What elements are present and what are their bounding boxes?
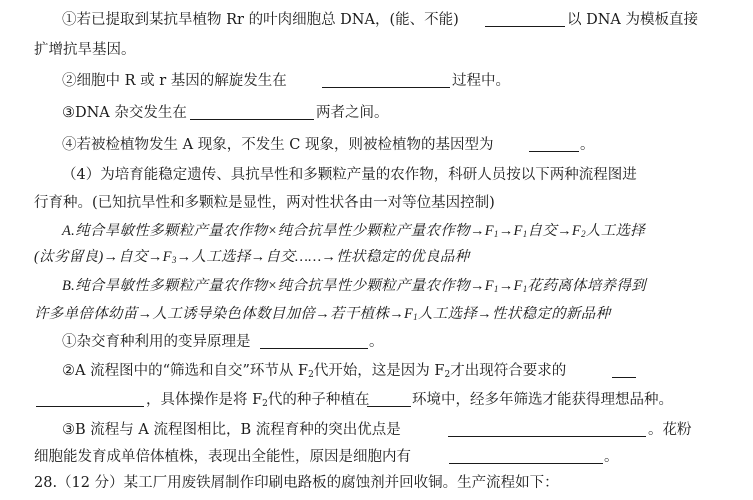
q2-answer-blank[interactable] (322, 72, 450, 88)
line-sub3: ③B 流程与 A 流程图相比，B 流程育种的突出优点是 。花粉 (0, 419, 753, 441)
line-q4: ④若被检植物发生 A 现象，不发生 C 现象，则被检植物的基因型为 。 (0, 134, 753, 156)
flow-b-line2: 许多单倍体幼苗→人工诱导染色体数目加倍→若干植株$\to F_1$人工选择→性状稳定的新品种 (34, 306, 611, 322)
line-sub3-cont: 细胞能发育成单倍体植株，表现出全能性，原因是细胞内有 。 (34, 449, 619, 465)
line-q1 (0, 9, 753, 31)
flow-a-line1: A.纯合旱敏性多颗粒产量农作物×纯合抗旱性少颗粒产量农作物$\to F_1\to F_1$自交$\to F_2$人工选择 (62, 223, 646, 239)
line-sub2 (0, 360, 753, 382)
line-q1-cont: 扩增抗旱基因。 (34, 42, 136, 58)
line-section4-cont: 行育种。(已知抗旱性和多颗粒是显性，两对性状各由一对等位基因控制) (34, 195, 495, 211)
q3-text: ③DNA 杂交发生在 (62, 105, 187, 121)
line-section4 (0, 164, 753, 186)
sub2-answer-blank-b[interactable] (367, 391, 411, 407)
line-q3: ③DNA 杂交发生在 两者之间。 (0, 102, 753, 124)
q4-text: ④若被检植物发生 A 现象，不发生 C 现象，则被检植物的基因型为 (62, 137, 494, 153)
sub1-answer-blank[interactable] (260, 333, 368, 349)
flow-b-line1: B.纯合旱敏性多颗粒产量农作物×纯合抗旱性少颗粒产量农作物$\to F_1\to F_1$花药离体培养得到 (62, 278, 646, 294)
q1-text: ①若已提取到某抗旱植物 Rr 的叶肉细胞总 DNA，(能、不能) (62, 12, 459, 28)
q2-text: ②细胞中 R 或 r 基因的解旋发生在 (62, 73, 287, 89)
question-28-stem: 28.（12 分）某工厂用废铁屑制作印刷电路板的腐蚀剂并回收铜。生产流程如下： (34, 475, 559, 491)
section4-intro: （4）为培育能稳定遗传、具抗旱性和多颗粒产量的农作物，科研人员按以下两种流程图进 (62, 167, 637, 183)
line-q2: ②细胞中 R 或 r 基因的解旋发生在 过程中。 (0, 70, 753, 92)
q4-answer-blank[interactable] (529, 136, 579, 152)
q3-answer-blank[interactable] (190, 104, 314, 120)
q1-text-end: 以 DNA 为模板直接 (567, 12, 699, 28)
line-sub2-cont: ，具体操作是将 $F_2$代的种子种植在 环境中，经多年筛选才能获得理想品种。 (0, 389, 753, 411)
line-question28 (0, 472, 753, 494)
line-sub1: ①杂交育种利用的变异原理是 。 (0, 331, 753, 353)
sub2-text: ②A 流程图中的“筛选和自交”环节从 $F_2$代开始，这是因为 $F_2$才出现符合要求的 (62, 363, 567, 380)
flow-a-line2: (汰劣留良)→自交$\to F_3\to$人工选择→自交……→性状稳定的优良品种 (34, 249, 470, 265)
sub3-text: ③B 流程与 A 流程图相比，B 流程育种的突出优点是 (62, 422, 401, 438)
sub2-answer-blank-a-cont[interactable] (36, 391, 144, 407)
q1-answer-blank[interactable] (485, 11, 565, 27)
sub1-text: ①杂交育种利用的变异原理是 (62, 334, 251, 350)
sub3-answer-blank-b[interactable] (449, 448, 603, 464)
sub3-answer-blank[interactable] (448, 421, 646, 437)
sub2-answer-blank-a[interactable] (612, 362, 636, 378)
